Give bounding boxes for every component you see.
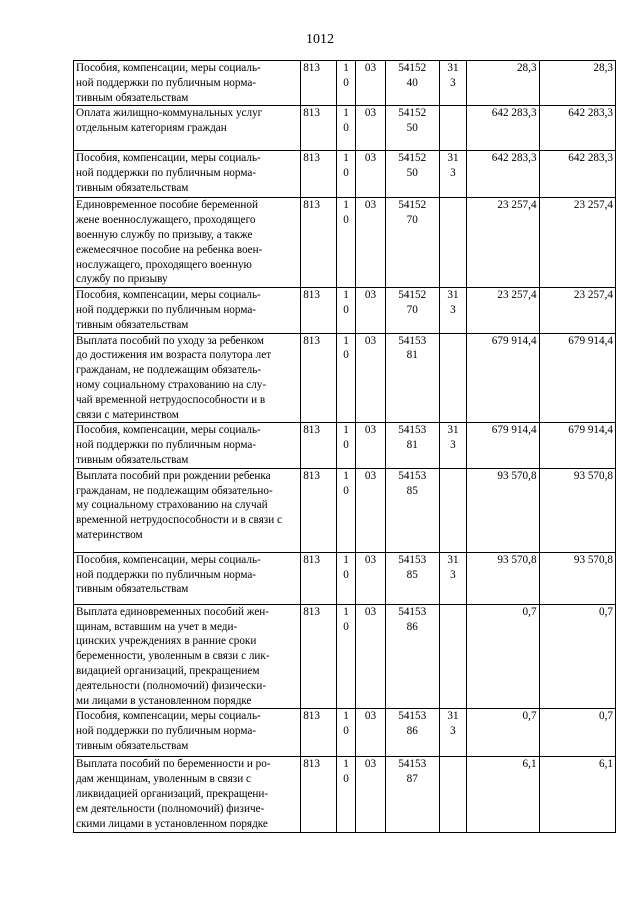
cell-line: 54153 bbox=[398, 710, 427, 723]
cell-line: 31 bbox=[447, 710, 459, 723]
cell-value: 03 bbox=[364, 605, 377, 618]
cell-amount-2 bbox=[539, 468, 615, 552]
cell-line: 3 bbox=[450, 725, 456, 738]
cell-expense-type-code bbox=[439, 468, 467, 552]
cell-line: ной поддержки по публичным норма- bbox=[76, 167, 257, 180]
cell-department-code bbox=[301, 757, 337, 833]
cell-target-article-code bbox=[385, 552, 439, 604]
cell-value: 28,3 bbox=[593, 62, 613, 74]
cell-line: ной поддержки по публичным норма- bbox=[76, 725, 257, 738]
cell-section-code bbox=[336, 106, 355, 151]
cell-line: 54153 bbox=[398, 553, 427, 566]
cell-amount-1 bbox=[467, 468, 539, 552]
cell-line: дам женщинам, уволенным в связи с bbox=[76, 773, 251, 786]
table-row bbox=[74, 468, 616, 552]
table-row bbox=[74, 61, 616, 106]
cell-target-article-code bbox=[385, 423, 439, 468]
cell-expense-type-code bbox=[439, 198, 467, 288]
cell-value: 813 bbox=[303, 758, 320, 771]
cell-line: службу по призыву bbox=[76, 273, 168, 286]
cell-line: 50 bbox=[406, 167, 418, 180]
cell-line: 54153 bbox=[398, 424, 427, 437]
cell-subsection-code bbox=[356, 106, 386, 151]
cell-line: ликвидацией организаций, прекращени- bbox=[76, 787, 269, 800]
cell-line: чай временной нетрудоспособности и в bbox=[76, 393, 266, 406]
cell-value: 642 283,3 bbox=[491, 107, 537, 120]
cell-value: 813 bbox=[303, 334, 320, 347]
cell-line: до достижения им возраста полутора лет bbox=[76, 349, 272, 362]
cell-amount-1 bbox=[467, 288, 539, 333]
cell-value: 28,3 bbox=[516, 62, 537, 74]
cell-amount-2 bbox=[539, 423, 615, 468]
cell-subsection-code bbox=[356, 151, 386, 198]
cell-subsection-code bbox=[356, 61, 386, 106]
cell-value: 813 bbox=[303, 107, 320, 120]
cell-amount-1 bbox=[467, 106, 539, 151]
cell-value: 0,7 bbox=[522, 710, 537, 723]
budget-table-body bbox=[74, 61, 616, 833]
cell-target-article-code bbox=[385, 333, 439, 423]
cell-value: 03 bbox=[364, 62, 377, 74]
cell-value: 679 914,4 bbox=[491, 424, 537, 437]
cell-value: 6,1 bbox=[599, 758, 613, 771]
cell-section-code bbox=[336, 423, 355, 468]
cell-amount-1 bbox=[467, 333, 539, 423]
cell-value: 679 914,4 bbox=[491, 334, 537, 347]
cell-amount-1 bbox=[467, 709, 539, 757]
cell-line: 85 bbox=[406, 568, 418, 581]
cell-department-code bbox=[301, 604, 337, 709]
cell-line: тивным обязательствам bbox=[76, 318, 189, 331]
cell-line: 54153 bbox=[398, 469, 427, 482]
cell-line: 0 bbox=[343, 773, 349, 786]
cell-line bbox=[442, 121, 465, 136]
cell-line: 31 bbox=[447, 553, 459, 566]
cell-target-article-code bbox=[385, 288, 439, 333]
cell-line: 54152 bbox=[398, 289, 427, 302]
cell-expense-type-code bbox=[439, 61, 467, 106]
cell-name bbox=[74, 468, 301, 552]
cell-department-code bbox=[301, 288, 337, 333]
cell-line: материнством bbox=[76, 528, 143, 541]
cell-line: тивным обязательствам bbox=[76, 181, 189, 194]
cell-expense-type-code bbox=[439, 288, 467, 333]
cell-section-code bbox=[336, 604, 355, 709]
cell-target-article-code bbox=[385, 757, 439, 833]
cell-line: беременности, уволенным в связи с лик- bbox=[76, 650, 270, 663]
cell-line: 1 bbox=[343, 758, 349, 771]
cell-line: 0 bbox=[343, 303, 349, 316]
cell-line: 54152 bbox=[398, 152, 427, 165]
cell-line: 0 bbox=[343, 349, 349, 362]
cell-line: 54153 bbox=[398, 334, 427, 347]
cell-value: 642 283,3 bbox=[491, 152, 537, 165]
cell-line: ной поддержки по публичным норма- bbox=[76, 303, 257, 316]
cell-value: 813 bbox=[303, 553, 320, 566]
cell-line: Пособия, компенсации, меры социаль- bbox=[76, 710, 261, 723]
cell-expense-type-code bbox=[439, 552, 467, 604]
cell-line: 54152 bbox=[398, 199, 427, 212]
cell-amount-2 bbox=[539, 61, 615, 106]
cell-line: Выплата пособий по беременности и ро- bbox=[76, 758, 271, 771]
cell-amount-2 bbox=[539, 288, 615, 333]
cell-line: цинских учреждениях в ранние сроки bbox=[76, 635, 257, 648]
budget-table bbox=[73, 60, 616, 833]
cell-line bbox=[442, 484, 465, 499]
cell-name bbox=[74, 61, 301, 106]
cell-line: временной нетрудоспособности и в связи с bbox=[76, 514, 282, 527]
cell-name bbox=[74, 198, 301, 288]
cell-value: 679 914,4 bbox=[568, 424, 613, 437]
cell-expense-type-code bbox=[439, 333, 467, 423]
cell-department-code bbox=[301, 468, 337, 552]
cell-target-article-code bbox=[385, 198, 439, 288]
cell-expense-type-code bbox=[439, 423, 467, 468]
cell-line bbox=[442, 620, 465, 635]
cell-line: Выплата пособий по уходу за ребенком bbox=[76, 334, 264, 347]
cell-line: 0 bbox=[343, 568, 349, 581]
cell-line: тивным обязательствам bbox=[76, 453, 189, 466]
cell-name bbox=[74, 604, 301, 709]
cell-value: 03 bbox=[364, 289, 377, 302]
cell-subsection-code bbox=[356, 757, 386, 833]
cell-line: 1 bbox=[343, 424, 349, 437]
cell-line: 1 bbox=[343, 334, 349, 347]
cell-value: 03 bbox=[364, 758, 377, 771]
cell-line: гражданам, не подлежащим обязательно- bbox=[76, 484, 273, 497]
cell-amount-2 bbox=[539, 198, 615, 288]
cell-line bbox=[442, 772, 465, 787]
cell-line: 1 bbox=[343, 62, 349, 74]
cell-section-code bbox=[336, 61, 355, 106]
table-row bbox=[74, 423, 616, 468]
table-row bbox=[74, 333, 616, 423]
cell-line: ежемесячное пособие на ребенка воен- bbox=[76, 243, 263, 256]
cell-department-code bbox=[301, 552, 337, 604]
cell-target-article-code bbox=[385, 468, 439, 552]
cell-value: 813 bbox=[303, 424, 320, 437]
cell-line bbox=[442, 106, 465, 121]
cell-subsection-code bbox=[356, 333, 386, 423]
cell-section-code bbox=[336, 151, 355, 198]
cell-line: 50 bbox=[406, 122, 418, 135]
cell-subsection-code bbox=[356, 288, 386, 333]
cell-value: 03 bbox=[364, 107, 377, 120]
cell-line: гражданам, не подлежащим обязатель- bbox=[76, 364, 262, 377]
cell-amount-1 bbox=[467, 423, 539, 468]
cell-line: 31 bbox=[447, 62, 459, 74]
cell-line: Пособия, компенсации, меры социаль- bbox=[76, 289, 261, 302]
cell-section-code bbox=[336, 757, 355, 833]
cell-line bbox=[442, 198, 465, 213]
cell-line: 3 bbox=[450, 167, 456, 180]
cell-value: 679 914,4 bbox=[568, 334, 613, 347]
page-number: 1012 bbox=[306, 32, 334, 47]
cell-line: 81 bbox=[406, 439, 418, 452]
cell-line: 54152 bbox=[398, 62, 427, 74]
cell-value: 0,7 bbox=[599, 710, 613, 723]
cell-line: 1 bbox=[343, 289, 349, 302]
cell-value: 03 bbox=[364, 469, 377, 482]
cell-line bbox=[442, 469, 465, 484]
cell-line: ной поддержки по публичным норма- bbox=[76, 439, 257, 452]
cell-line: 1 bbox=[343, 553, 349, 566]
cell-expense-type-code bbox=[439, 709, 467, 757]
cell-name bbox=[74, 288, 301, 333]
cell-line: 31 bbox=[447, 152, 459, 165]
cell-subsection-code bbox=[356, 552, 386, 604]
cell-line: 1 bbox=[343, 605, 349, 618]
cell-line: ем деятельности (полномочий) физиче- bbox=[76, 802, 265, 815]
table-row bbox=[74, 151, 616, 198]
cell-value: 813 bbox=[303, 199, 320, 212]
cell-value: 93 570,8 bbox=[573, 469, 613, 482]
cell-department-code bbox=[301, 709, 337, 757]
cell-line: 54153 bbox=[398, 758, 427, 771]
cell-amount-1 bbox=[467, 198, 539, 288]
cell-value: 23 257,4 bbox=[497, 289, 537, 302]
table-row bbox=[74, 552, 616, 604]
cell-value: 813 bbox=[303, 62, 320, 74]
cell-line: 31 bbox=[447, 289, 459, 302]
cell-line: 0 bbox=[343, 725, 349, 738]
cell-line: деятельности (полномочий) физически- bbox=[76, 679, 267, 692]
cell-line: 85 bbox=[406, 484, 418, 497]
cell-amount-2 bbox=[539, 333, 615, 423]
cell-line: Оплата жилищно-коммунальных услуг bbox=[76, 107, 263, 120]
cell-value: 93 570,8 bbox=[497, 469, 537, 482]
cell-line: ной поддержки по публичным норма- bbox=[76, 76, 257, 89]
cell-section-code bbox=[336, 709, 355, 757]
cell-section-code bbox=[336, 468, 355, 552]
cell-amount-1 bbox=[467, 604, 539, 709]
cell-name bbox=[74, 423, 301, 468]
cell-value: 0,7 bbox=[522, 605, 537, 618]
cell-line: 0 bbox=[343, 484, 349, 497]
cell-line bbox=[442, 757, 465, 772]
cell-line bbox=[442, 348, 465, 363]
cell-line: отдельным категориям граждан bbox=[76, 122, 227, 135]
cell-name bbox=[74, 552, 301, 604]
cell-value: 03 bbox=[364, 710, 377, 723]
cell-department-code bbox=[301, 106, 337, 151]
cell-line: тивным обязательствам bbox=[76, 91, 189, 104]
cell-value: 03 bbox=[364, 334, 377, 347]
cell-line: тивным обязательствам bbox=[76, 739, 189, 752]
cell-target-article-code bbox=[385, 604, 439, 709]
cell-line: нослужащего, проходящего военную bbox=[76, 258, 252, 271]
cell-value: 813 bbox=[303, 710, 320, 723]
cell-value: 23 257,4 bbox=[497, 199, 537, 212]
cell-expense-type-code bbox=[439, 151, 467, 198]
cell-line: 54152 bbox=[398, 107, 427, 120]
cell-section-code bbox=[336, 198, 355, 288]
cell-name bbox=[74, 151, 301, 198]
cell-line: видацией организаций, прекращением bbox=[76, 664, 260, 677]
cell-line: 3 bbox=[450, 303, 456, 316]
cell-line: 0 bbox=[343, 76, 349, 89]
cell-line bbox=[442, 213, 465, 228]
cell-expense-type-code bbox=[439, 604, 467, 709]
cell-amount-1 bbox=[467, 552, 539, 604]
cell-line: 0 bbox=[343, 167, 349, 180]
cell-line: 70 bbox=[406, 303, 418, 316]
cell-value: 642 283,3 bbox=[568, 152, 613, 165]
cell-line: 31 bbox=[447, 424, 459, 437]
cell-value: 93 570,8 bbox=[497, 553, 537, 566]
cell-amount-1 bbox=[467, 61, 539, 106]
cell-name bbox=[74, 106, 301, 151]
cell-target-article-code bbox=[385, 151, 439, 198]
cell-amount-2 bbox=[539, 106, 615, 151]
cell-line: Выплата пособий при рождении ребенка bbox=[76, 469, 271, 482]
cell-target-article-code bbox=[385, 106, 439, 151]
cell-subsection-code bbox=[356, 604, 386, 709]
cell-target-article-code bbox=[385, 61, 439, 106]
cell-line: Пособия, компенсации, меры социаль- bbox=[76, 553, 261, 566]
cell-value: 813 bbox=[303, 469, 320, 482]
cell-value: 0,7 bbox=[599, 605, 613, 618]
cell-line: 87 bbox=[406, 773, 418, 786]
cell-line: му социальному страхованию на случай bbox=[76, 499, 268, 512]
cell-line: Пособия, компенсации, меры социаль- bbox=[76, 424, 261, 437]
cell-line: 40 bbox=[406, 76, 418, 89]
cell-line: военную службу по призыву, а также bbox=[76, 228, 253, 241]
cell-line: 1 bbox=[343, 710, 349, 723]
cell-line: 3 bbox=[450, 76, 456, 89]
cell-line: 3 bbox=[450, 568, 456, 581]
cell-section-code bbox=[336, 288, 355, 333]
cell-department-code bbox=[301, 333, 337, 423]
cell-target-article-code bbox=[385, 709, 439, 757]
cell-value: 23 257,4 bbox=[573, 199, 613, 212]
cell-value: 03 bbox=[364, 553, 377, 566]
cell-line: 1 bbox=[343, 152, 349, 165]
cell-subsection-code bbox=[356, 468, 386, 552]
cell-line: Пособия, компенсации, меры социаль- bbox=[76, 62, 261, 74]
cell-value: 03 bbox=[364, 424, 377, 437]
cell-value: 03 bbox=[364, 152, 377, 165]
cell-line bbox=[442, 605, 465, 620]
cell-value: 813 bbox=[303, 152, 320, 165]
table-row bbox=[74, 106, 616, 151]
cell-amount-1 bbox=[467, 757, 539, 833]
cell-line: ми лицами в установленном порядке bbox=[76, 694, 252, 707]
cell-line: Пособия, компенсации, меры социаль- bbox=[76, 152, 261, 165]
cell-subsection-code bbox=[356, 198, 386, 288]
cell-line: скими лицами в установленном порядке bbox=[76, 817, 268, 830]
cell-line: 1 bbox=[343, 469, 349, 482]
cell-expense-type-code bbox=[439, 106, 467, 151]
cell-amount-1 bbox=[467, 151, 539, 198]
cell-line: 54153 bbox=[398, 605, 427, 618]
cell-amount-2 bbox=[539, 151, 615, 198]
table-row bbox=[74, 288, 616, 333]
cell-line: ному социальному страхованию на слу- bbox=[76, 378, 267, 391]
cell-name bbox=[74, 757, 301, 833]
cell-line: Единовременное пособие беременной bbox=[76, 199, 258, 212]
cell-amount-2 bbox=[539, 757, 615, 833]
cell-line: 86 bbox=[406, 620, 418, 633]
cell-line: жене военнослужащего, проходящего bbox=[76, 214, 256, 227]
cell-subsection-code bbox=[356, 423, 386, 468]
cell-line: тивным обязательствам bbox=[76, 583, 189, 596]
cell-value: 642 283,3 bbox=[568, 107, 613, 120]
cell-line bbox=[442, 334, 465, 349]
cell-line: связи с материнством bbox=[76, 408, 179, 421]
cell-name bbox=[74, 709, 301, 757]
table-row bbox=[74, 757, 616, 833]
cell-subsection-code bbox=[356, 709, 386, 757]
cell-amount-2 bbox=[539, 709, 615, 757]
cell-line: 86 bbox=[406, 725, 418, 738]
cell-department-code bbox=[301, 198, 337, 288]
cell-expense-type-code bbox=[439, 757, 467, 833]
table-row bbox=[74, 198, 616, 288]
cell-department-code bbox=[301, 423, 337, 468]
cell-line: 1 bbox=[343, 199, 349, 212]
cell-name bbox=[74, 333, 301, 423]
cell-value: 813 bbox=[303, 289, 320, 302]
cell-line: ной поддержки по публичным норма- bbox=[76, 568, 257, 581]
cell-line: 0 bbox=[343, 620, 349, 633]
cell-line: 0 bbox=[343, 122, 349, 135]
cell-line: 81 bbox=[406, 349, 418, 362]
cell-amount-2 bbox=[539, 552, 615, 604]
cell-line: 3 bbox=[450, 439, 456, 452]
cell-line: 0 bbox=[343, 214, 349, 227]
cell-department-code bbox=[301, 61, 337, 106]
table-row bbox=[74, 604, 616, 709]
cell-value: 6,1 bbox=[522, 758, 537, 771]
cell-section-code bbox=[336, 333, 355, 423]
cell-department-code bbox=[301, 151, 337, 198]
cell-value: 93 570,8 bbox=[573, 553, 613, 566]
cell-value: 23 257,4 bbox=[573, 289, 613, 302]
cell-line: 0 bbox=[343, 439, 349, 452]
cell-line: Выплата единовременных пособий жен- bbox=[76, 605, 270, 618]
cell-section-code bbox=[336, 552, 355, 604]
table-row bbox=[74, 709, 616, 757]
cell-value: 813 bbox=[303, 605, 320, 618]
cell-line: 1 bbox=[343, 107, 349, 120]
cell-amount-2 bbox=[539, 604, 615, 709]
cell-value: 03 bbox=[364, 199, 377, 212]
cell-line: 70 bbox=[406, 214, 418, 227]
cell-line: щинам, вставшим на учет в меди- bbox=[76, 620, 238, 633]
